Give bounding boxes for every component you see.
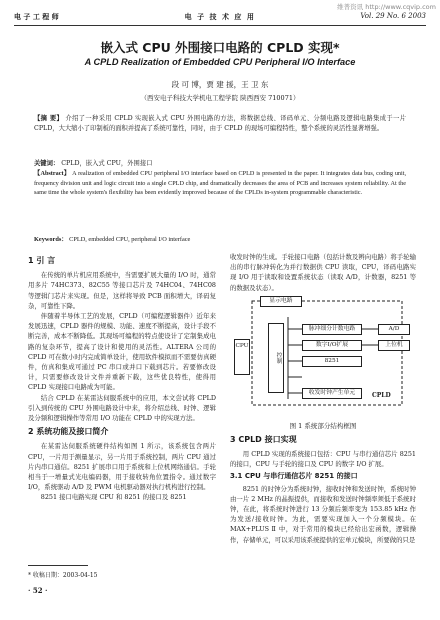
- bus-8251-box: 8251: [302, 356, 362, 367]
- block-ad: A/D: [378, 324, 410, 335]
- section-heading-cpld: 3 CPLD 接口实现: [230, 434, 297, 444]
- block-digital-io: 数字I/O扩展: [302, 340, 362, 351]
- volume-info: Vol. 29 No. 6 2003: [360, 12, 426, 20]
- clock-gen-box: 收发时钟产生单元: [302, 388, 362, 399]
- paper-title-en: A CPLD Realization of Embedded CPU Peripheral I/O Interface: [84, 57, 356, 67]
- right-column: [230, 252, 416, 545]
- affiliation: （西安电子科技大学机电工程学院 陕西西安 710071）: [140, 94, 300, 102]
- cpu-box: CPU: [234, 339, 250, 375]
- keywords-cn: [34, 158, 406, 167]
- authors: 段 可 博，贾 建 援，王 卫 东: [171, 80, 269, 89]
- keywords-cn-text: CPLD，嵌入式 CPU，外围接口: [61, 160, 153, 167]
- abstract-en-label: 【Abstract】: [34, 170, 71, 177]
- abstract-cn-label: 【摘 要】: [34, 115, 64, 122]
- block-pulse-counter: 脉冲细分计数电路: [302, 324, 362, 335]
- paragraph: 伴随着半导体工艺的发展，CPLD（可编程逻辑器件）近年来发展迅速，CPLD 器件的规模、功能、速度不断提高，设计手段不断完善，成本不断降低。其现场可编程的特点使设计了定制集成电路的复杂环节，提高了设计和使用的灵活性。ALTERA 公司的 CPLD 可在数小时内完成简单设计，使用软件模拟而不需要仿真硬件，仿真和集成可通过 PC 串口或并口下载到芯片。若要修改设计，只需要修改设计文件并重新下载，这些优良特性，使得用 CPLD 实现接口电路成为可能。: [28, 312, 216, 392]
- paragraph: 用 CPLD 实现的系统接口包括：CPU 与串行通信芯片 8251 的接口，CPU 与手轮的接口及 CPU 的数字 I/O 扩展。: [230, 450, 416, 469]
- paper-title-cn: 嵌入式 CPU 外围接口电路的 CPLD 实现*: [100, 40, 340, 55]
- figure-caption: 图 1 系统部分结构框图: [289, 421, 357, 430]
- control-box: 控制: [268, 323, 284, 393]
- keywords-en: [34, 234, 406, 243]
- keywords-en-label: Keywords：: [34, 236, 68, 243]
- figure-1: [230, 295, 416, 431]
- paragraph: 8251 的时钟分为系统时钟，接收时钟和发送时钟，系统时钟由一片 2 MHz 的晶振提供，而接收和发送时钟频率须低于系统时钟，在此，将系统时钟进行 13 分频后频率变为 153.85 kHz 作为发送/接收时钟。为此，需要实现加入一个分频模块。在 MAX+PLUS Ⅱ 中，对于常用的模块已经给出宏函数，逻辑操作，存储单元，可以采用该系统提供的宏单元模块，所要做的只是: [230, 484, 416, 544]
- section-name: 电 子 技 术 应 用: [184, 12, 256, 21]
- paragraph: 8251 接口电路实现 CPU 和 8251 的接口及 8251: [40, 493, 187, 502]
- subsection-heading: 3.1 CPU 与串行通信芯片 8251 的接口: [230, 472, 358, 481]
- footnote-divider: [28, 565, 88, 566]
- paragraph: 收发时钟的生成。手轮接口电路（包括计数及辨向电路）将手轮输出的串行脉冲转化为并行数据供 CPU 读取，CPU，译码电路实现 I/O 用于读取和设置系统状态（读取 A/D，计数器，8251 等的数据及状态）。: [230, 253, 416, 292]
- watermark: 维普资讯 http://www.cqvip.com: [337, 3, 436, 11]
- header-divider: [14, 25, 426, 26]
- abstract-en-text: A realization of embedded CPU peripheral I/O interface based on CPLD is presented in the paper. It integrates data bus, coding unit, frequency division unit and logic circuit into a single CPLD chip, and dramatically decreases the area of PCB and increases system reliability. At the same time the whole system's flexibility has been evidently improved because of the CPLDs in-system programmable characteristic.: [34, 170, 406, 196]
- journal-name: 电 子 工 程 师: [14, 12, 59, 21]
- display-circuit-box: 显示电路: [260, 296, 302, 307]
- abstract-cn-text: 介绍了一种采用 CPLD 实现嵌入式 CPU 外围电路的方法，将数据总线、译码单元、分频电路及逻辑电路集成于一片 CPLD，大大缩小了印制板的面积并提高了系统可靠性，同时，由于 CPLD 的现场可编程特性，整个系统的灵活性显著增强。: [34, 115, 406, 132]
- abstract-en: [34, 169, 406, 198]
- page-number: · 52 ·: [28, 586, 48, 595]
- paragraph: 在某雷达伺服系统硬件结构如图 1 所示，该系统包含两片 CPU，一片用于测量显示，另一片用于系统控制，两片 CPU 通过片内串口通信。8251 扩展串口用于系统和上位机网络通信。手轮相当于一增量式光电编码器，用于接收转角位置指令。通过数字 I/O，系统驱动 A/D 及 PWM 电机驱动器对执行机构进行控制。: [28, 442, 216, 492]
- paragraph: 在传统的单片机应用系统中，当需要扩展大量的 I/O 时，通常用多片 74HC373、82C55 等接口芯片及 74HC04、74HC08 等逻辑门芯片来实现。但是，这样将导致 PCB 面积增大，译码复杂，可靠性下降。: [28, 271, 216, 310]
- abstract-cn: [34, 114, 406, 133]
- paragraph: 结合 CPLD 在某雷达伺服系统中的应用，本文尝试将 CPLD 引入到传统的 CPU 外围电路设计中来，将介绍总线、时钟、逻辑及分频和逻辑操作等常用 I/O 功能在 CPLD 中的实现方法。: [28, 393, 216, 423]
- section-heading-system: 2 系统功能及接口简介: [28, 427, 109, 437]
- footnote: * 收稿日期：2003-04-15: [28, 572, 98, 579]
- page-header: [14, 12, 426, 24]
- keywords-en-text: CPLD, embedded CPU, peripheral I/O interface: [69, 236, 191, 243]
- cpld-label: CPLD: [372, 391, 391, 399]
- keywords-cn-label: 关键词：: [34, 160, 60, 167]
- left-column: [28, 252, 216, 503]
- section-heading-intro: 1 引 言: [28, 256, 56, 265]
- block-host: 上位机: [378, 340, 410, 351]
